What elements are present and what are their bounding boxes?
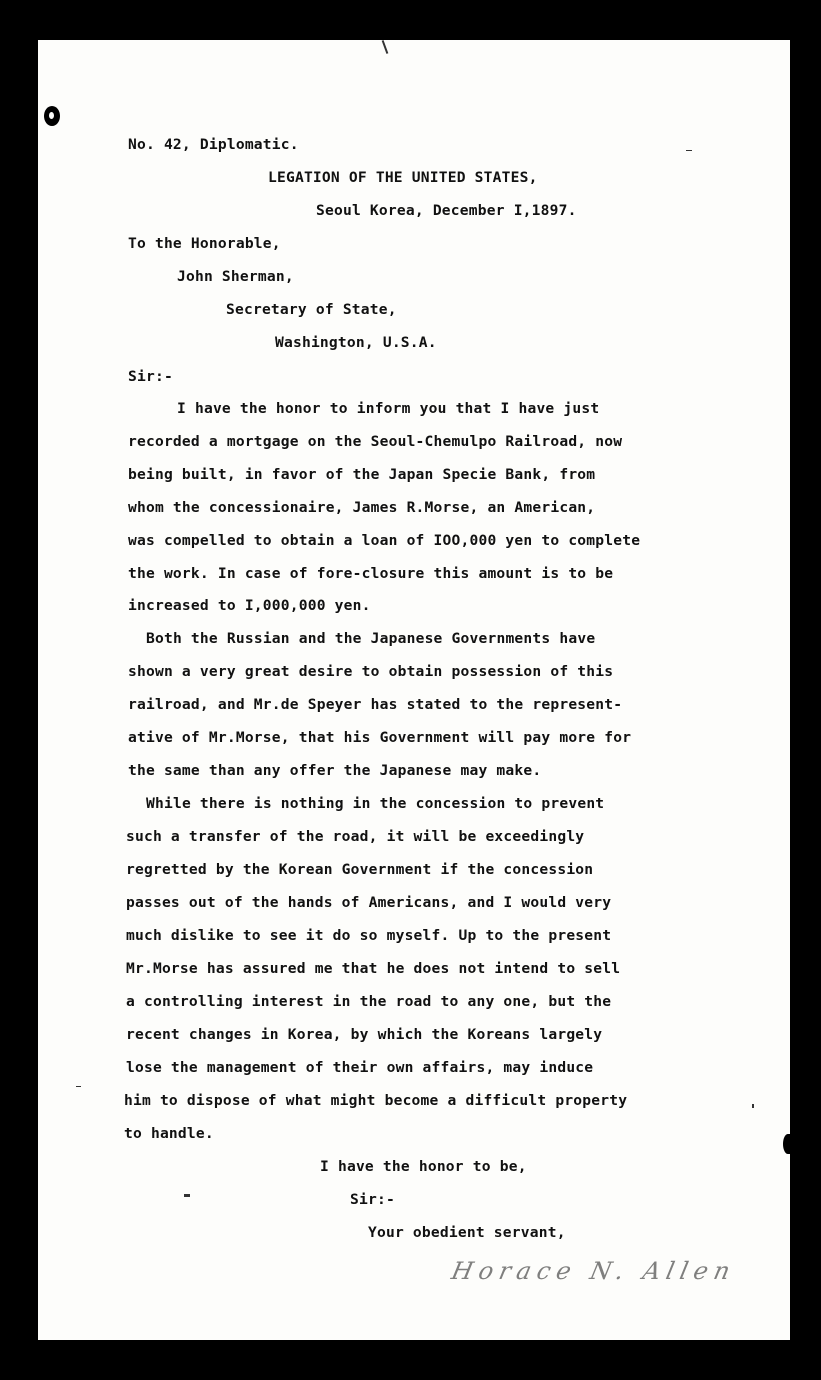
body-line: being built, in favor of the Japan Specie Bank, from: [128, 466, 596, 483]
body-line: Both the Russian and the Japanese Governments have: [146, 630, 596, 647]
body-line: to handle.: [124, 1125, 214, 1142]
body-line: the work. In case of fore-closure this amount is to be: [128, 565, 614, 582]
greeting: Sir:-: [128, 368, 173, 385]
closing-sir: Sir:-: [350, 1191, 395, 1208]
body-line: such a transfer of the road, it will be exceedingly: [126, 828, 585, 845]
body-line: I have the honor to inform you that I have just: [177, 400, 600, 417]
addressee-title: Secretary of State,: [226, 301, 397, 318]
body-line: While there is nothing in the concession to prevent: [146, 795, 605, 812]
body-line: recent changes in Korea, by which the Koreans largely: [126, 1026, 603, 1043]
body-line: increased to I,000,000 yen.: [128, 597, 371, 614]
body-line: regretted by the Korean Government if the concession: [126, 861, 594, 878]
body-line: lose the management of their own affairs, may induce: [126, 1059, 594, 1076]
body-line: the same than any offer the Japanese may make.: [128, 762, 542, 779]
letterhead: LEGATION OF THE UNITED STATES,: [268, 169, 538, 186]
scan-speck: [76, 1086, 81, 1087]
punch-hole-mark: [44, 106, 60, 126]
body-line: shown a very great desire to obtain possession of this: [128, 663, 614, 680]
dispatch-number: No. 42, Diplomatic.: [128, 136, 299, 153]
addressee-name: John Sherman,: [177, 268, 294, 285]
closing-servant: Your obedient servant,: [368, 1224, 566, 1241]
body-line: ative of Mr.Morse, that his Government will pay more for: [128, 729, 632, 746]
body-line: a controlling interest in the road to any one, but the: [126, 993, 612, 1010]
addressee-location: Washington, U.S.A.: [275, 334, 437, 351]
addressee-salutation: To the Honorable,: [128, 235, 281, 252]
place-date: Seoul Korea, December I,1897.: [316, 202, 577, 219]
body-line: much dislike to see it do so myself. Up to the present: [126, 927, 612, 944]
body-line: him to dispose of what might become a difficult property: [124, 1092, 628, 1109]
body-line: recorded a mortgage on the Seoul-Chemulpo Railroad, now: [128, 433, 623, 450]
scan-speck: [686, 150, 692, 151]
body-line: was compelled to obtain a loan of IOO,000 yen to complete: [128, 532, 641, 549]
body-line: whom the concessionaire, James R.Morse, an American,: [128, 499, 596, 516]
body-line: railroad, and Mr.de Speyer has stated to the represent-: [128, 696, 623, 713]
page-edge-mark: [783, 1134, 793, 1154]
signature: Horace N. Allen: [449, 1257, 739, 1285]
body-line: passes out of the hands of Americans, and I would very: [126, 894, 612, 911]
closing-line: I have the honor to be,: [320, 1158, 527, 1175]
body-line: Mr.Morse has assured me that he does not intend to sell: [126, 960, 621, 977]
scan-speck: [752, 1104, 754, 1108]
scan-speck: [184, 1194, 190, 1197]
